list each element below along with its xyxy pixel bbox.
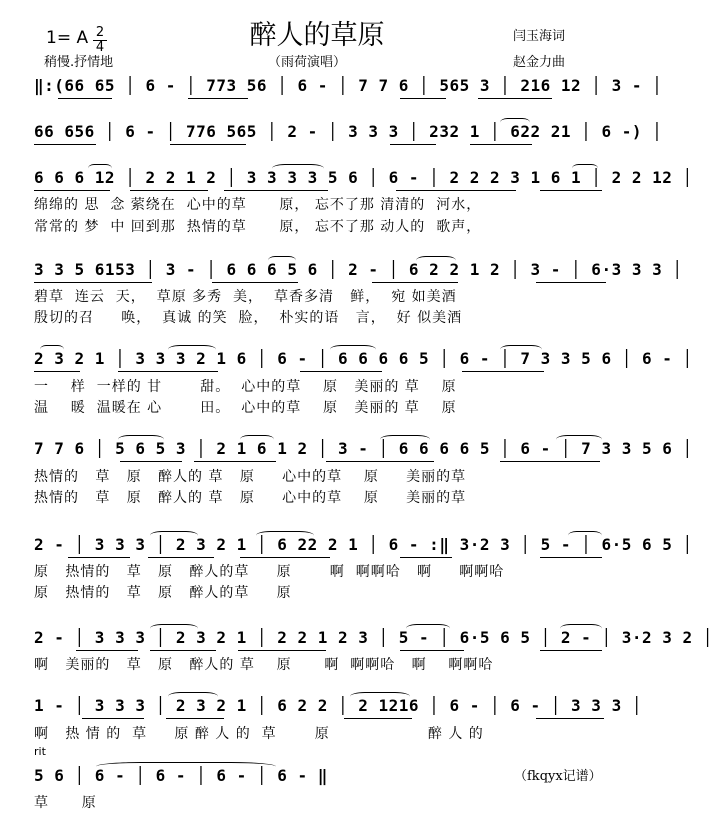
tie-arc	[168, 692, 218, 701]
tie-arc	[118, 435, 164, 444]
underline-beam	[462, 371, 544, 372]
tie-arc	[240, 435, 274, 444]
tie-arc	[500, 345, 542, 354]
lyric-line-5: 一 样 一样的 甘 甜。 心中的草 原 美丽的 草 原	[34, 379, 457, 395]
tie-arc	[96, 762, 276, 771]
lyric-line-2: 常常的 梦 中 回到那 热情的草 原， 忘不了那 动人的 歌声，	[34, 219, 482, 235]
lyric-line-7: 热情的 草 原 醉人的 草 原 心中的草 原 美丽的草	[34, 469, 467, 485]
underline-beam	[540, 557, 602, 558]
transcriber-credit: （fkqyx记谱）	[514, 769, 602, 784]
music-line-2: 66 656 │ 6 - │ 776 565 │ 2 - │ 3 3 3 │ 232 1 │ 622 21 │ 6 -) │	[34, 122, 663, 141]
underline-beam	[58, 98, 112, 99]
tie-arc	[330, 345, 376, 354]
lyric-line-6: 温 暖 温暖在 心 田。 心中的草 原 美丽的 草 原	[34, 400, 457, 416]
underline-beam	[400, 557, 452, 558]
lyric-line-3: 碧草 连云 天， 草原 多秀 美， 草香多清 鲜， 宛 如美酒	[34, 289, 457, 305]
underline-beam	[194, 461, 276, 462]
tie-arc	[272, 164, 324, 173]
music-line-6: 7 7 6 │ 5 6 5 3 │ 2 1 6 1 2 │ 3 - │ 6 6 6 6 5 │ 6 - │ 7 3 3 5 6 │	[34, 439, 693, 458]
underline-beam	[130, 190, 208, 191]
ritardando-marking: rit	[34, 745, 46, 758]
tie-arc	[572, 164, 598, 173]
underline-beam	[240, 557, 330, 558]
underline-beam	[68, 557, 130, 558]
lyric-line-4: 殷切的召 唤， 真诚 的笑 脸， 朴实的语 言， 好 似美酒	[34, 310, 463, 326]
underline-beam	[34, 371, 80, 372]
music-line-4: 3 3 5 6153 │ 3 - │ 6 6 6 5 6 │ 2 - │ 6 2 2 1 2 │ 3 - │ 6·3 3 3 │	[34, 260, 683, 279]
underline-beam	[540, 650, 602, 651]
music-line-10: 5 6 │ 6 - │ 6 - │ 6 - │ 6 - ‖	[34, 766, 328, 785]
time-signature-denominator: 4	[95, 40, 105, 55]
underline-beam	[326, 461, 434, 462]
underline-beam	[34, 190, 110, 191]
underline-beam	[396, 190, 516, 191]
underline-beam	[540, 190, 602, 191]
tie-arc	[568, 531, 602, 540]
lyricist-credit: 闫玉海词	[513, 29, 566, 44]
tie-arc	[380, 435, 430, 444]
tie-arc	[150, 624, 198, 633]
underline-beam	[470, 144, 532, 145]
tie-arc	[556, 435, 602, 444]
lyric-line-8: 热情的 草 原 醉人的 草 原 心中的草 原 美丽的草	[34, 490, 467, 506]
underline-beam	[82, 718, 144, 719]
lyric-line-9: 原 热情的 草 原 醉人的草 原 啊 啊啊哈 啊 啊啊哈	[34, 564, 505, 580]
song-title: 醉人的草原	[249, 20, 385, 51]
performer-credit: （雨荷演唱）	[268, 55, 347, 70]
underline-beam	[120, 461, 182, 462]
underline-beam	[390, 144, 436, 145]
tie-arc	[406, 624, 450, 633]
underline-beam	[150, 650, 216, 651]
underline-beam	[166, 718, 224, 719]
lyric-line-10: 原 热情的 草 原 醉人的草 原	[34, 585, 292, 601]
underline-beam	[238, 650, 326, 651]
tempo-marking: 稍慢.抒情地	[44, 55, 114, 70]
tie-arc	[256, 531, 314, 540]
underline-beam	[212, 282, 298, 283]
tie-arc	[500, 118, 530, 127]
underline-beam	[536, 282, 606, 283]
music-line-8: 2 - │ 3 3 3 │ 2 3 2 1 │ 2 2 1 2 3 │ 5 - │ 6·5 6 5 │ 2 - │ 3·2 3 2 │	[34, 628, 713, 647]
tie-arc	[416, 256, 456, 265]
underline-beam	[76, 650, 138, 651]
underline-beam	[536, 718, 604, 719]
lyric-line-12: 啊 热 情 的 草 原 醉 人 的 草 原 醉 人 的	[34, 726, 484, 742]
underline-beam	[148, 557, 214, 558]
underline-beam	[372, 282, 458, 283]
music-line-5: 2 3 2 1 │ 3 3 3 2 1 6 │ 6 - │ 6 6 6 6 5 │ 6 - │ 7 3 3 5 6 │ 6 - │	[34, 349, 693, 368]
tie-arc	[560, 624, 602, 633]
underline-beam	[34, 144, 96, 145]
underline-beam	[34, 282, 152, 283]
tie-arc	[150, 531, 198, 540]
underline-beam	[224, 190, 328, 191]
tie-arc	[88, 164, 112, 173]
music-line-3: 6 6 6 12 │ 2 2 1 2 │ 3 3 3 3 5 6 │ 6 - │ 2 2 2 3 1 6 1 │ 2 2 12 │	[34, 168, 693, 187]
lyric-line-1: 绵绵的 思 念 萦绕在 心中的草 原， 忘不了那 清清的 河水，	[34, 197, 482, 213]
tie-arc	[168, 345, 216, 354]
underline-beam	[300, 371, 382, 372]
key-signature: 1= A	[46, 28, 89, 48]
time-signature-numerator: 2	[95, 25, 105, 40]
music-line-7: 2 - │ 3 3 3 │ 2 3 2 1 │ 6 22 2 1 │ 6 - :‖ 3·2 3 │ 5 - │ 6·5 6 5 │	[34, 535, 693, 554]
underline-beam	[500, 461, 600, 462]
lyric-line-13: 草 原	[34, 795, 97, 811]
underline-beam	[400, 98, 446, 99]
underline-beam	[170, 144, 246, 145]
underline-beam	[400, 650, 464, 651]
music-line-9: 1 - │ 3 3 3 │ 2 3 2 1 │ 6 2 2 │ 2 1216 │ 6 - │ 6 - │ 3 3 3 │	[34, 696, 642, 715]
music-line-1: ‖:(66 65 │ 6 - │ 773 56 │ 6 - │ 7 7 6 │ 565 3 │ 216 12 │ 3 - │	[34, 76, 663, 95]
lyric-line-11: 啊 美丽的 草 原 醉人的 草 原 啊 啊啊哈 啊 啊啊哈	[34, 657, 494, 673]
tie-arc	[268, 256, 296, 265]
underline-beam	[188, 98, 248, 99]
underline-beam	[344, 718, 412, 719]
tie-arc	[350, 692, 410, 701]
underline-beam	[478, 98, 552, 99]
underline-beam	[118, 371, 218, 372]
tie-arc	[40, 345, 64, 354]
composer-credit: 赵金力曲	[513, 55, 566, 70]
